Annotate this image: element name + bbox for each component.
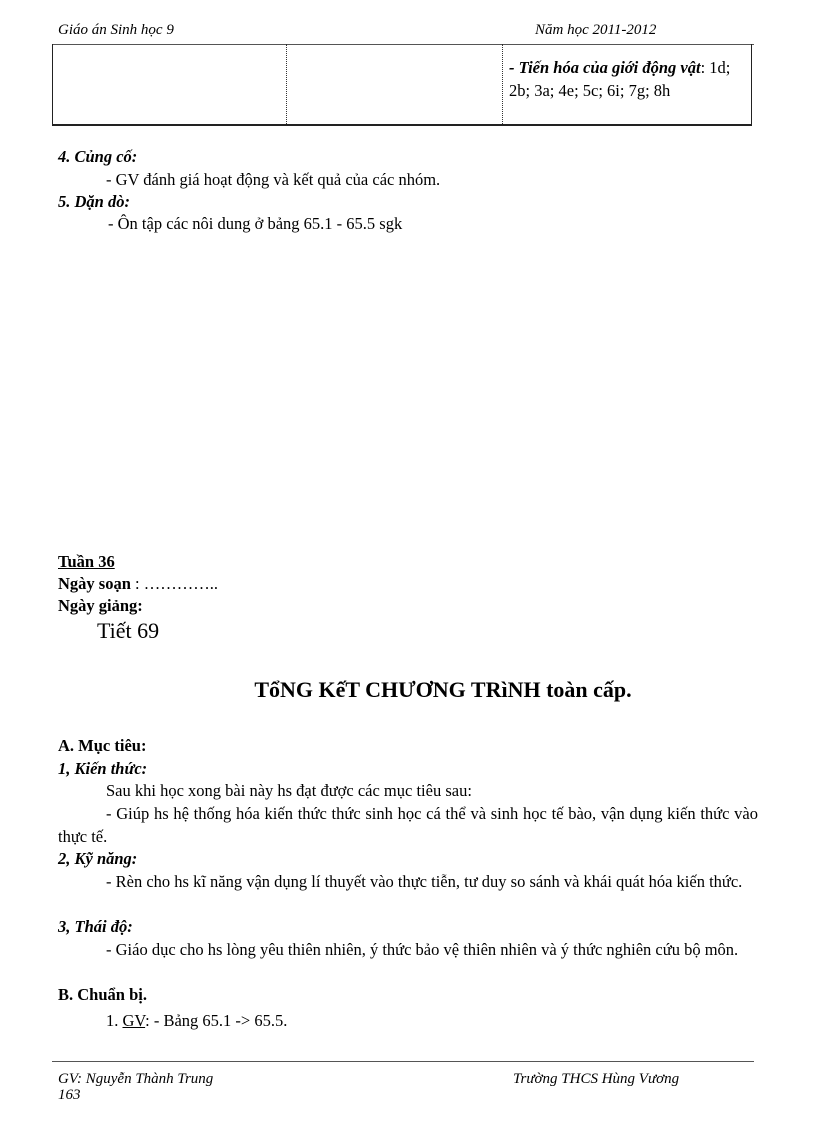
skills-heading: 2, Kỹ năng: [58, 849, 138, 868]
teach-date-label: Ngày giảng: [58, 596, 143, 615]
item-text: : - Bảng 65.1 -> 65.5. [145, 1011, 288, 1030]
skills-text: - Rèn cho hs kĩ năng vận dụng lí thuyết vào thực tiễn, tư duy so sánh và khái quát hóa kiến thức. [106, 872, 743, 891]
cell-heading: - Tiến hóa của giới động vật [509, 58, 701, 77]
attitude-heading: 3, Thái độ: [58, 917, 133, 936]
preparation-item [106, 1010, 287, 1033]
week-label: Tuần 36 [58, 552, 115, 571]
header-left: Giáo án Sinh học 9 [58, 22, 174, 38]
knowledge-text: - Giúp hs hệ thống hóa kiến thức thức sinh học cá thể và sinh học tế bào, vận dụng kiến thức vào thực tế. [58, 804, 758, 846]
period-label: Tiết 69 [97, 618, 160, 643]
prep-date-label: Ngày soạn [58, 574, 131, 593]
table-cell-3 [503, 44, 752, 125]
prep-date-value: : ………….. [130, 574, 218, 593]
section4-heading: 4. Củng cố: [58, 147, 138, 166]
cell-text: : 1d; 2b; 3a; 4e; 5c; 6i; 7g; 8h [509, 58, 731, 100]
section5-heading: 5. Dặn dò: [58, 192, 130, 211]
section5-text: - Ôn tập các nôi dung ở bảng 65.1 - 65.5 sgk [108, 214, 403, 233]
table-cell-2 [287, 44, 503, 125]
page-number: 163 [58, 1087, 81, 1103]
knowledge-intro: Sau khi học xong bài này hs đạt được các mục tiêu sau: [106, 781, 472, 800]
preparation-heading: B. Chuẩn bị. [58, 985, 147, 1004]
lesson-title: TổNG KếT CHƯƠNG TRìNH toàn cấp. [254, 677, 632, 702]
item-number: 1. [106, 1011, 123, 1030]
knowledge-heading: 1, Kiến thức: [58, 759, 148, 778]
objectives-heading: A. Mục tiêu: [58, 736, 147, 755]
item-label: GV [122, 1011, 146, 1030]
header-right: Năm học 2011-2012 [535, 22, 657, 38]
table-cell-1 [53, 44, 287, 125]
section4-text: - GV đánh giá hoạt động và kết quả của các nhóm. [106, 170, 441, 189]
footer-left: GV: Nguyễn Thành Trung [58, 1071, 214, 1087]
attitude-text: - Giáo dục cho hs lòng yêu thiên nhiên, ý thức bảo vệ thiên nhiên và ý thức nghiên cứu bộ môn. [106, 940, 739, 959]
table-fragment [52, 44, 752, 126]
footer-rule [52, 1061, 754, 1062]
footer-right: Trường THCS Hùng Vương [513, 1071, 680, 1087]
